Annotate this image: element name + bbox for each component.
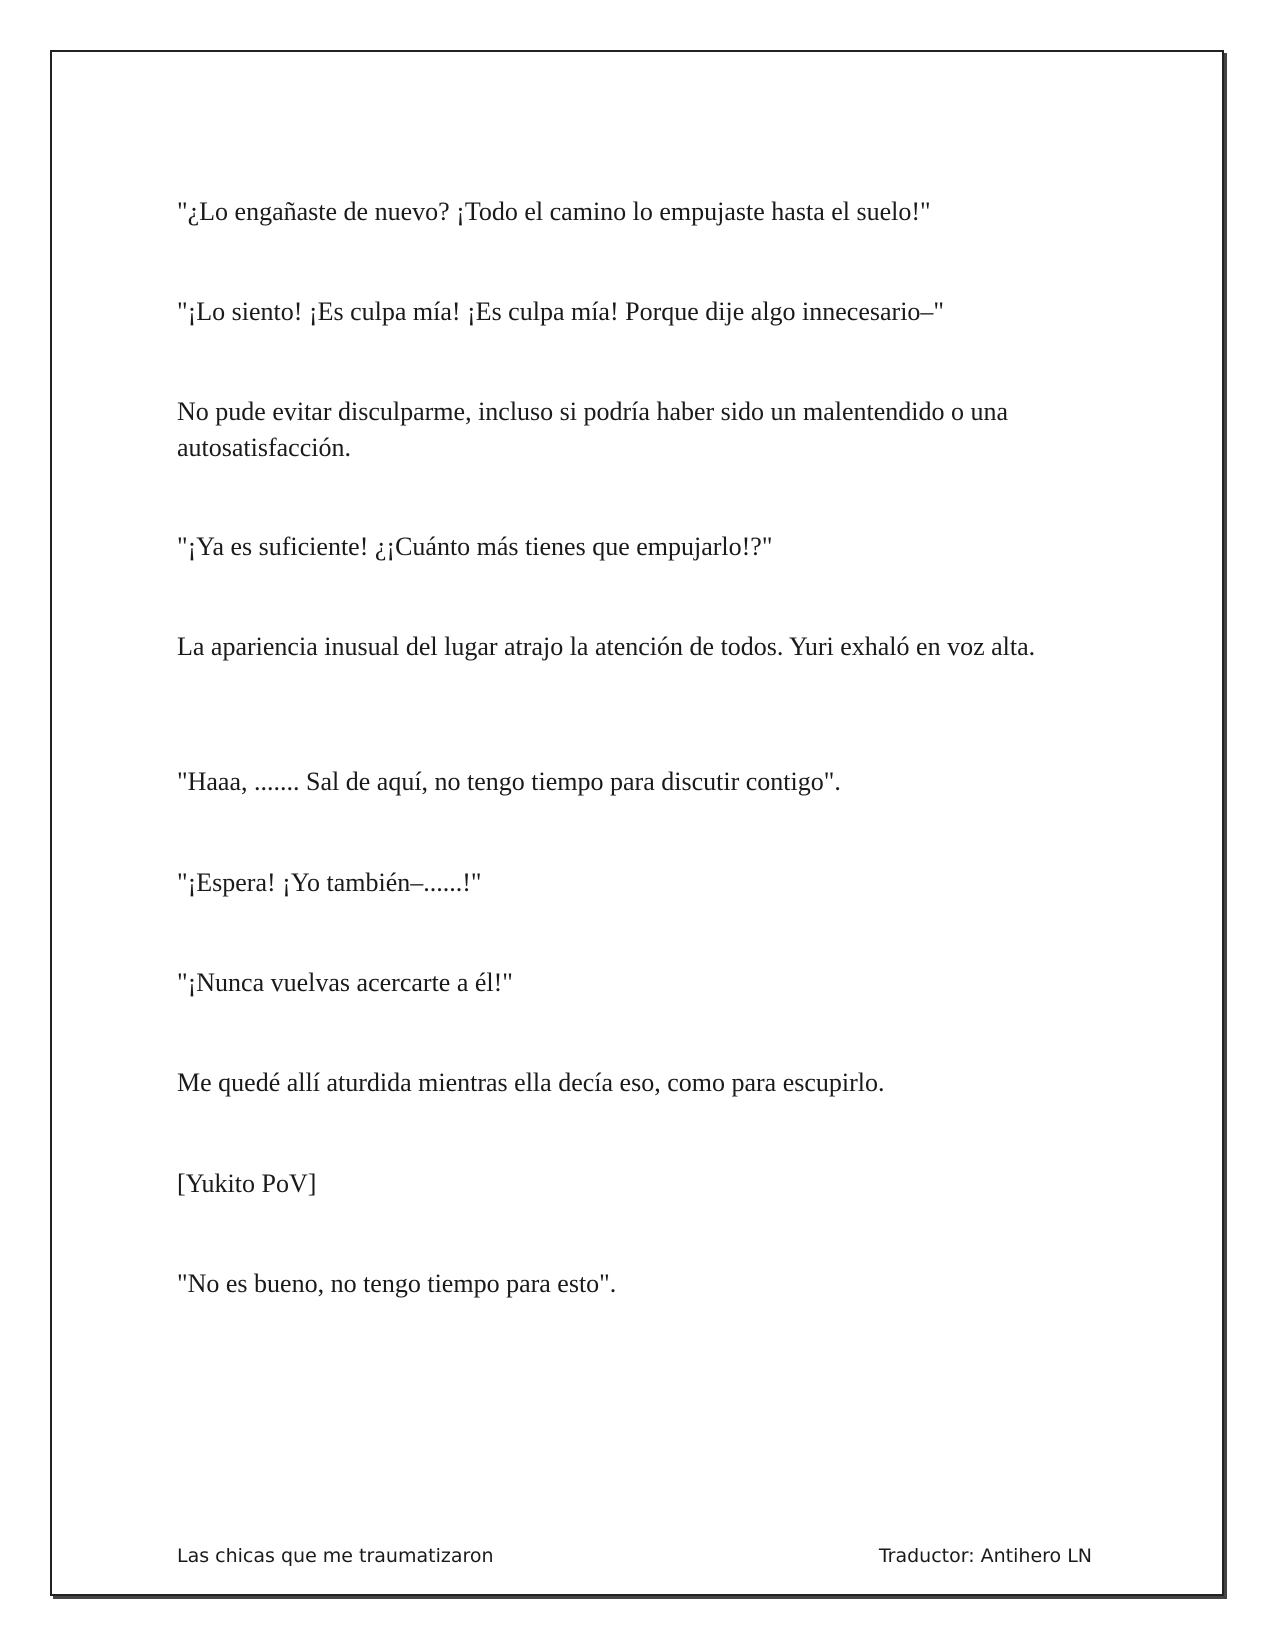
paragraph-5: La apariencia inusual del lugar atrajo la atención de todos. Yuri exhaló en voz alta. — [177, 632, 1036, 661]
footer-title: Las chicas que me traumatizaron — [177, 1545, 494, 1567]
paragraph-8: "¡Nunca vuelvas acercarte a él!" — [177, 968, 513, 997]
paragraph-10: [Yukito PoV] — [177, 1169, 317, 1198]
paragraph-6: "Haaa, ....... Sal de aquí, no tengo tiempo para discutir contigo". — [177, 767, 841, 796]
document-page — [50, 50, 1224, 1596]
paragraph-7: "¡Espera! ¡Yo también–......!" — [177, 868, 482, 897]
footer-translator: Traductor: Antihero LN — [878, 1545, 1092, 1567]
paragraph-2: "¡Lo siento! ¡Es culpa mía! ¡Es culpa mía! Porque dije algo innecesario–" — [177, 297, 945, 326]
paragraph-11: "No es bueno, no tengo tiempo para esto". — [177, 1269, 617, 1298]
paragraph-1: "¿Lo engañaste de nuevo? ¡Todo el camino lo empujaste hasta el suelo!" — [177, 197, 931, 226]
paragraph-4: "¡Ya es suficiente! ¿¡Cuánto más tienes que empujarlo!?" — [177, 532, 773, 561]
paragraph-3: No pude evitar disculparme, incluso si podría haber sido un malentendido o una autosatisfacción. — [177, 397, 1009, 462]
paragraph-9: Me quedé allí aturdida mientras ella decía eso, como para escupirlo. — [177, 1068, 885, 1097]
